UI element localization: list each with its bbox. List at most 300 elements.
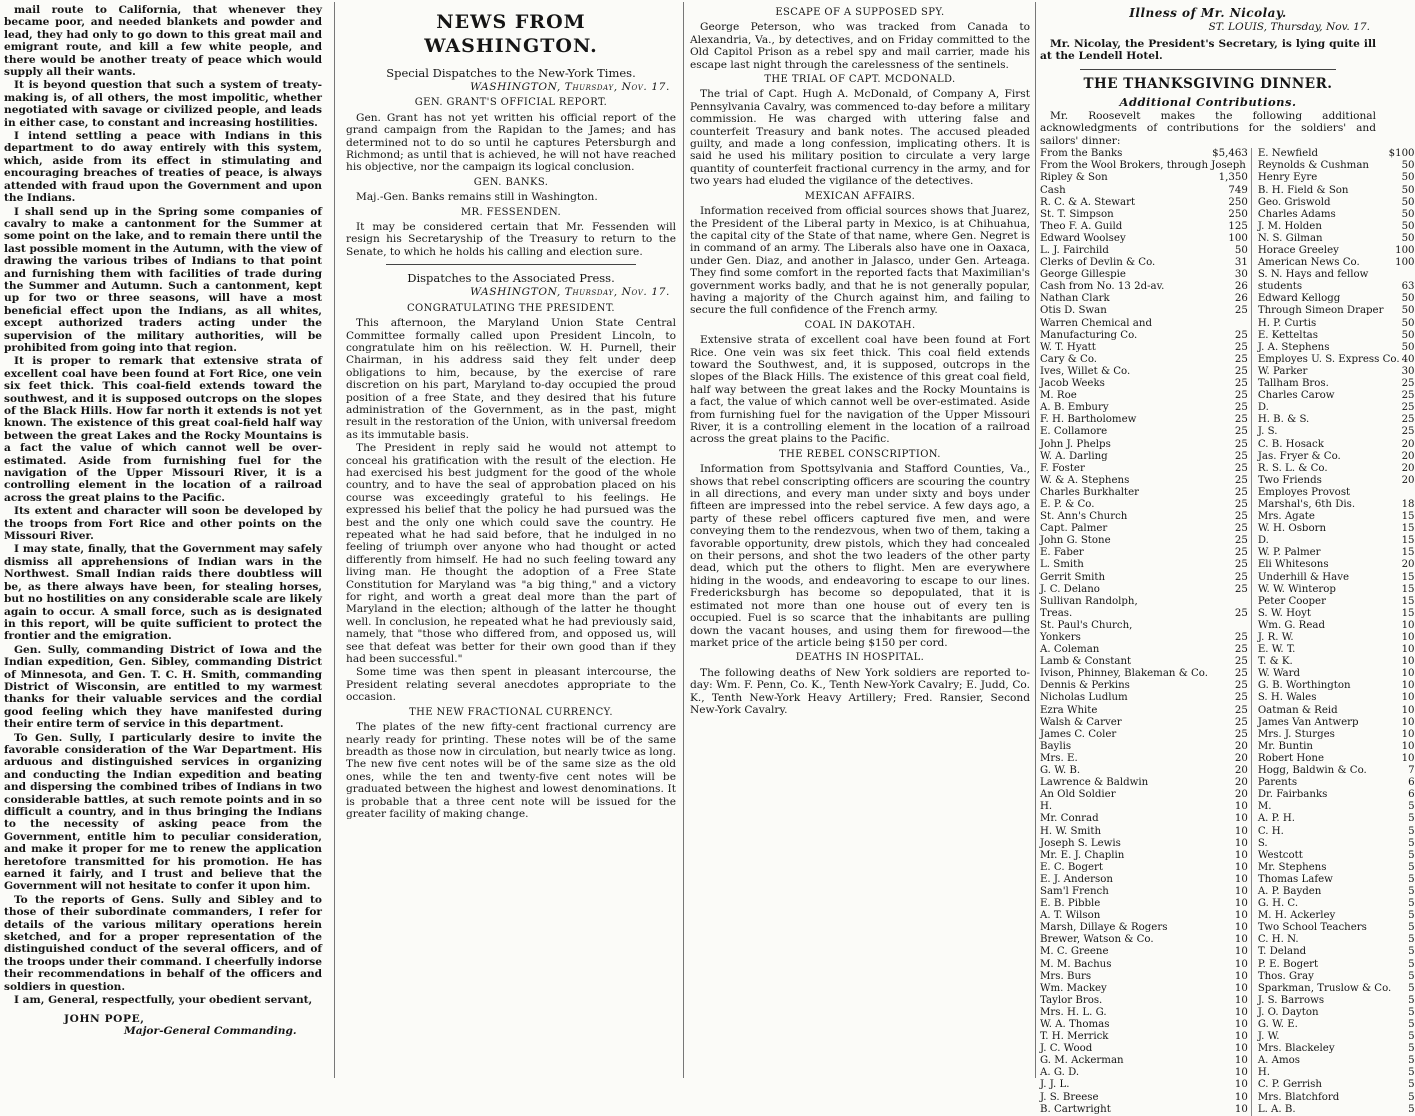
contribution-amount: 25: [1234, 426, 1248, 438]
contribution-entry: [1258, 305, 1415, 317]
contribution-amount: 5: [1408, 994, 1415, 1006]
contribution-entry: [1040, 813, 1248, 825]
pope-report-paragraph: I intend settling a peace with Indians in this department to do away entirely with this system, which, aside from its effect in stimulating and encouraging breaches of treaties of peace, is always attended with fraud upon the Government and upon the Indians.: [4, 130, 322, 205]
contribution-entry: [1040, 378, 1248, 390]
contribution-entry: [1040, 765, 1248, 777]
contributor-name: L. A. B.: [1257, 1103, 1296, 1115]
contribution-entry: [1040, 426, 1248, 438]
contribution-entry: [1258, 608, 1415, 620]
contribution-amount: 10: [1401, 740, 1415, 752]
contribution-entry: [1258, 197, 1415, 209]
contribution-entry: [1040, 233, 1248, 245]
contribution-amount: [1246, 596, 1248, 608]
contribution-entry: [1040, 257, 1248, 269]
contributor-name: L. J. Fairchild: [1040, 245, 1109, 256]
contributor-name: Sparkman, Truslow & Co.: [1257, 982, 1392, 994]
contribution-entry: [1258, 475, 1415, 487]
contributor-name: F. H. Bartholomew: [1040, 414, 1137, 426]
contributor-name: J. A. Stephens: [1257, 341, 1330, 353]
contribution-entry: [1040, 245, 1248, 257]
contributor-name: Ivison, Phinney, Blakeman & Co.: [1040, 668, 1208, 680]
contribution-entry: [1258, 378, 1415, 390]
contribution-amount: 10: [1234, 813, 1248, 825]
contribution-entry: [1258, 209, 1415, 221]
contributor-name: A. Coleman: [1040, 644, 1100, 656]
contribution-entry: [1258, 160, 1415, 172]
contribution-amount: 25: [1234, 390, 1248, 402]
contribution-amount: 10: [1234, 1067, 1248, 1079]
contributor-name: E. C. Bogert: [1040, 861, 1103, 873]
contribution-amount: 5: [1408, 1079, 1415, 1091]
contribution-entry: [1258, 1067, 1415, 1079]
contributor-name: E. B. Pibble: [1040, 898, 1101, 910]
contribution-entry: [1040, 318, 1248, 330]
contribution-entry: [1040, 305, 1248, 317]
contribution-amount: 10: [1401, 752, 1415, 764]
contribution-amount: 25: [1401, 378, 1415, 390]
contribution-entry: [1040, 342, 1248, 354]
contribution-amount: 5: [1408, 970, 1415, 982]
times-dispatch-line: Special Dispatches to the New-York Times.: [386, 66, 636, 80]
contributor-name: G. W. B.: [1040, 765, 1081, 777]
contribution-amount: 5: [1408, 1006, 1415, 1018]
contribution-entry: [1258, 656, 1415, 668]
contribution-entry: [1040, 209, 1248, 221]
contributor-name: W. Ward: [1257, 668, 1301, 680]
contribution-entry: [1258, 789, 1415, 801]
contribution-entry: [1258, 463, 1415, 475]
contribution-amount: 1,350: [1218, 172, 1248, 184]
article-nicolay-illness: Mr. Nicolay, the President's Secretary, is lying quite ill at the Lendell Hotel.: [1040, 37, 1376, 63]
column-pope-report: [4, 4, 322, 1076]
contribution-entry: [1040, 922, 1248, 934]
contribution-entry: [1258, 813, 1415, 825]
contributor-name: S. H. Wales: [1257, 692, 1317, 704]
contribution-amount: 10: [1234, 873, 1248, 885]
contribution-amount: 50: [1234, 245, 1248, 256]
contribution-amount: 10: [1401, 680, 1415, 692]
contributor-name: A. T. Wilson: [1040, 910, 1101, 922]
contribution-entry: [1040, 995, 1248, 1007]
contribution-entry: [1040, 148, 1248, 160]
contribution-amount: 25: [1234, 462, 1248, 474]
subhead-grant-report: GEN. GRANT'S OFFICIAL REPORT.: [414, 97, 608, 109]
contributor-name: R. C. & A. Stewart: [1040, 196, 1136, 208]
contribution-entry: [1258, 402, 1415, 414]
contribution-entry: [1258, 221, 1415, 233]
contribution-amount: 10: [1234, 849, 1248, 861]
contribution-amount: 10: [1234, 861, 1248, 873]
contribution-entry: [1258, 946, 1415, 958]
article-grant-report: Gen. Grant has not yet written his official report of the grand campaign from the Rapidan to the James; and has determined not to do so until he captures Petersburgh and Richmond; as until that is achieved, he will not have reached his objective, nor the campaign its logical conclusion.: [346, 111, 676, 174]
times-dateline: WASHINGTON, Thursday, Nov. 17.: [470, 81, 670, 93]
pope-report-paragraph: I may state, finally, that the Government may safely dismiss all apprehensions of Indian wars in the Northwest. Small Indian raids there doubtless will be, as there always have been, for stealing horses, but no hostilities on any considerable scale are likely again to occur. A small force, such as is designated in this report, will be quite sufficient to protect the frontier and the emigration.: [4, 543, 322, 643]
contribution-amount: 10: [1234, 837, 1248, 849]
contribution-entry: [1040, 717, 1248, 729]
contributor-name: G. M. Ackerman: [1040, 1055, 1124, 1067]
contribution-entry: [1258, 354, 1415, 366]
contribution-amount: 250: [1228, 208, 1248, 220]
contribution-amount: 50: [1401, 196, 1415, 208]
contribution-amount: 10: [1234, 958, 1248, 970]
contribution-entry: [1040, 971, 1248, 983]
contribution-entry: [1258, 584, 1415, 596]
contribution-entry: [1040, 1079, 1248, 1091]
contribution-amount: 5: [1408, 982, 1415, 994]
contributor-name: From the Wool Brokers, through Joseph: [1040, 160, 1246, 172]
contribution-amount: 26: [1234, 293, 1248, 305]
contribution-entry: [1258, 801, 1415, 813]
contribution-entry: [1258, 826, 1415, 838]
contribution-amount: 25: [1234, 341, 1248, 353]
contribution-amount: 25: [1234, 559, 1248, 571]
contributor-name: Joseph S. Lewis: [1040, 837, 1121, 849]
contributor-name: Nathan Clark: [1040, 293, 1110, 305]
contribution-amount: 15: [1401, 535, 1415, 547]
contribution-entry: [1258, 934, 1415, 946]
contribution-entry: [1258, 390, 1415, 402]
contribution-amount: 5: [1408, 813, 1415, 825]
contribution-amount: 25: [1234, 353, 1248, 365]
contributor-name: W. W. Winterop: [1257, 583, 1336, 595]
contribution-amount: 50: [1401, 184, 1415, 196]
contribution-entry: [1258, 185, 1415, 197]
contribution-amount: 5: [1408, 910, 1415, 922]
contribution-amount: 10: [1234, 801, 1248, 813]
contribution-amount: 10: [1401, 728, 1415, 740]
contributor-name: E. Faber: [1040, 547, 1084, 559]
contribution-amount: 40: [1401, 353, 1415, 365]
contributor-name: Mrs. Burs: [1040, 970, 1092, 982]
contribution-entry: [1258, 148, 1415, 160]
contribution-entry: [1258, 644, 1415, 656]
contributor-name: Theo F. A. Guild: [1040, 220, 1123, 232]
contribution-amount: 26: [1234, 281, 1248, 293]
contribution-amount: 25: [1234, 668, 1248, 680]
contributor-name: Employes U. S. Express Co.: [1257, 353, 1400, 365]
contribution-entry: [1258, 717, 1415, 729]
subhead-additional-contributions: Additional Contributions.: [1119, 94, 1297, 109]
contribution-entry: [1258, 1079, 1415, 1091]
contributor-name: Taylor Bros.: [1040, 994, 1103, 1006]
contributor-name: D.: [1257, 535, 1269, 547]
contribution-amount: 50: [1401, 293, 1415, 305]
contribution-entry: [1258, 547, 1415, 559]
contribution-entry: [1040, 644, 1248, 656]
contributor-name: Wm. G. Read: [1257, 619, 1325, 631]
contribution-amount: 25: [1234, 438, 1248, 450]
contribution-amount: 5: [1408, 849, 1415, 861]
contribution-entry: [1258, 245, 1415, 257]
contribution-entry: [1258, 535, 1415, 547]
contribution-amount: 25: [1234, 450, 1248, 462]
contribution-entry: [1258, 342, 1415, 354]
contribution-amount: 10: [1401, 704, 1415, 716]
contribution-entry: [1258, 572, 1415, 584]
contribution-entry: [1258, 668, 1415, 680]
contribution-entry: [1040, 777, 1248, 789]
contributor-name: C. P. Gerrish: [1257, 1079, 1322, 1091]
contribution-entry: [1258, 257, 1415, 269]
contribution-amount: 15: [1401, 511, 1415, 523]
contribution-amount: 10: [1234, 1006, 1248, 1018]
contribution-entry: [1258, 559, 1415, 571]
contribution-entry: [1258, 1043, 1415, 1055]
contribution-entry: [1258, 729, 1415, 741]
contributor-name: Reynolds & Cushman: [1257, 160, 1369, 172]
section-heading-news-from-washington: NEWS FROM WASHINGTON.: [424, 11, 598, 57]
contribution-entry: [1258, 414, 1415, 426]
signature-title: Major-General Commanding.: [124, 1024, 297, 1037]
contributor-name: Edward Kellogg: [1257, 293, 1341, 305]
contribution-entry: [1258, 596, 1415, 608]
contribution-amount: 25: [1234, 692, 1248, 704]
contributor-name: W. A. Darling: [1040, 450, 1108, 462]
contribution-amount: 50: [1401, 341, 1415, 353]
contributor-name: Mr. Buntin: [1257, 740, 1313, 752]
contribution-entry: [1040, 1092, 1248, 1104]
contribution-amount: 125: [1228, 220, 1248, 232]
article-deaths-hospital: The following deaths of New York soldiers are reported to-day: Wm. F. Penn, Co. K., Tenth New-York Cavalry; E. Judd, Co. K., Tenth New-York Heavy Artillery; Fred. Ransier, Second New-York Cavalry.: [690, 666, 1030, 716]
contributor-name: Mrs. Blatchford: [1257, 1091, 1340, 1103]
contribution-entry: [1258, 741, 1415, 753]
contribution-amount: 5: [1408, 1031, 1415, 1043]
contributor-name: G. W. E.: [1257, 1019, 1298, 1030]
contributor-name: Marsh, Dillaye & Rogers: [1040, 922, 1168, 934]
contribution-entry: [1258, 692, 1415, 704]
contribution-amount: 7: [1408, 765, 1415, 777]
contributor-name: E. Newfield: [1257, 148, 1318, 160]
contribution-amount: 5: [1408, 1091, 1415, 1103]
contributor-name: St. Ann's Church: [1040, 511, 1128, 523]
contribution-amount: 25: [1234, 728, 1248, 740]
contributor-name: St. Paul's Church,: [1040, 619, 1133, 631]
subhead-nicolay-illness: Illness of Mr. Nicolay.: [1129, 6, 1287, 20]
contribution-entry: [1258, 995, 1415, 1007]
contribution-amount: 10: [1401, 668, 1415, 680]
contributor-name: Jas. Fryer & Co.: [1257, 450, 1341, 462]
contributor-name: J. J. L.: [1040, 1079, 1070, 1091]
column-thanksgiving: [1040, 4, 1415, 1115]
subhead-deaths-hospital: DEATHS IN HOSPITAL.: [795, 652, 925, 664]
contribution-entry: [1040, 910, 1248, 922]
contribution-entry: [1258, 1019, 1415, 1031]
contributor-name: Walsh & Carver: [1040, 716, 1122, 728]
contributor-name: Oatman & Reid: [1257, 704, 1338, 716]
contribution-amount: 10: [1234, 910, 1248, 922]
contribution-entry: [1258, 330, 1415, 342]
contribution-amount: [1246, 318, 1248, 330]
contribution-amount: 25: [1234, 547, 1248, 559]
contribution-entry: [1040, 221, 1248, 233]
contributor-name: Warren Chemical and: [1040, 317, 1152, 329]
contribution-amount: 100: [1395, 245, 1415, 256]
contributor-name: J. S. Breese: [1040, 1091, 1099, 1103]
contribution-amount: 20: [1234, 777, 1248, 789]
contribution-entry: [1258, 680, 1415, 692]
contribution-amount: 10: [1234, 1019, 1248, 1030]
contributor-name: An Old Soldier: [1040, 789, 1116, 801]
contributor-name: H.: [1040, 801, 1053, 813]
contribution-entry: [1040, 293, 1248, 305]
contribution-amount: 100: [1395, 257, 1415, 269]
contribution-amount: 10: [1234, 1043, 1248, 1055]
contribution-amount: 30: [1401, 365, 1415, 377]
contributor-name: Charles Carow: [1257, 390, 1335, 402]
contribution-entry: [1258, 366, 1415, 378]
contributor-name: Clerks of Devlin & Co.: [1040, 257, 1156, 269]
contribution-entry: [1258, 523, 1415, 535]
contribution-entry: [1258, 1007, 1415, 1019]
column-rule: [334, 2, 335, 1078]
contribution-amount: 25: [1234, 571, 1248, 583]
contributor-name: Charles Adams: [1257, 208, 1336, 220]
contribution-entry: [1040, 753, 1248, 765]
contributor-name: Ives, Willet & Co.: [1040, 365, 1131, 377]
contribution-amount: 20: [1401, 462, 1415, 474]
contributor-name: Mrs. H. L. G.: [1040, 1006, 1107, 1018]
subhead-banks: GEN. BANKS.: [473, 176, 549, 188]
contribution-entry: [1040, 499, 1248, 511]
subhead-trial-mcdonald: THE TRIAL OF CAPT. MCDONALD.: [764, 74, 956, 86]
contribution-entry: [1258, 777, 1415, 789]
article-congratulating-p3: Some time was then spent in pleasant intercourse, the President relating several anecdotes appropriate to the occasion.: [346, 666, 676, 704]
contribution-amount: 15: [1401, 571, 1415, 583]
contribution-entry: [1258, 293, 1415, 305]
contribution-entry: [1258, 451, 1415, 463]
contribution-amount: 20: [1234, 752, 1248, 764]
contribution-entry: [1258, 705, 1415, 717]
contribution-amount: 20: [1234, 765, 1248, 777]
contribution-entry: [1040, 269, 1248, 281]
contributor-name: G. H. C.: [1257, 898, 1299, 910]
ap-dateline: WASHINGTON, Thursday, Nov. 17.: [470, 286, 670, 299]
contribution-entry: [1040, 729, 1248, 741]
contribution-amount: 10: [1234, 1055, 1248, 1067]
contribution-amount: 100: [1228, 232, 1248, 244]
contribution-entry: [1040, 934, 1248, 946]
contribution-amount: 50: [1401, 220, 1415, 232]
contribution-entry: [1040, 632, 1248, 644]
contribution-entry: [1040, 451, 1248, 463]
contributor-name: Thos. Gray: [1257, 970, 1314, 982]
section-divider: [1080, 69, 1336, 70]
contributor-name: C. H. N.: [1257, 934, 1299, 946]
contributor-name: Gerrit Smith: [1040, 571, 1106, 583]
contribution-entry: [1258, 862, 1415, 874]
contribution-amount: 10: [1401, 692, 1415, 704]
contributor-name: George Gillespie: [1040, 269, 1126, 281]
article-fessenden: It may be considered certain that Mr. Fessenden will resign his Secretaryship of the Treasury to return to the Senate, to which he holds his calling and election sure.: [346, 221, 676, 258]
contributor-name: Thomas Lafew: [1257, 873, 1333, 885]
contribution-amount: 5: [1408, 958, 1415, 970]
contributor-name: Geo. Griswold: [1257, 196, 1331, 208]
contributor-name: Cary & Co.: [1040, 353, 1098, 365]
contributor-name: Mrs. Blackeley: [1257, 1043, 1335, 1055]
contributor-name: W. Parker: [1257, 365, 1308, 377]
contributor-name: Lawrence & Baldwin: [1040, 777, 1149, 789]
contribution-entry: [1258, 765, 1415, 777]
contributor-name: N. S. Gilman: [1257, 232, 1323, 244]
contribution-amount: 25: [1234, 523, 1248, 535]
contribution-entry: [1040, 559, 1248, 571]
contribution-amount: 5: [1408, 1067, 1415, 1079]
contribution-entry: [1258, 971, 1415, 983]
contribution-amount: 10: [1234, 1079, 1248, 1091]
contribution-amount: 25: [1401, 390, 1415, 402]
contribution-amount: 6: [1408, 777, 1415, 789]
contributor-name: Mr. Stephens: [1257, 861, 1327, 873]
pope-report-paragraph: Gen. Sully, commanding District of Iowa and the Indian expedition, Gen. Sibley, commanding District of Minnesota, and Gen. T. C. H. Smith, commanding District of Wisconsin, are entitled to my warmest thanks for their valuable services and the cordial good feeling which they have manifested during their entire term of service in this department.: [4, 643, 322, 731]
contribution-entry: [1040, 366, 1248, 378]
contributor-name: E. W. T.: [1257, 644, 1296, 656]
contribution-amount: 25: [1234, 680, 1248, 692]
contribution-amount: 10: [1234, 922, 1248, 934]
contributor-name: Tallham Bros.: [1257, 378, 1329, 390]
contributor-name: John J. Phelps: [1040, 438, 1111, 450]
contribution-entry: [1040, 620, 1248, 632]
contribution-amount: 6: [1408, 789, 1415, 801]
column-rule: [683, 2, 684, 1078]
contributor-name: E. Collamore: [1040, 426, 1108, 438]
contributor-name: W. & A. Stephens: [1040, 474, 1130, 486]
contribution-amount: 20: [1234, 740, 1248, 752]
contributor-name: H.: [1257, 1067, 1270, 1079]
contributor-name: Underhill & Have: [1257, 571, 1350, 583]
pope-report-paragraph: Its extent and character will soon be developed by the troops from Fort Rice and other points on the Missouri River.: [4, 505, 322, 543]
contributor-name: Mrs. J. Sturges: [1257, 728, 1335, 740]
contribution-entry: [1040, 1019, 1248, 1031]
contribution-amount: 10: [1234, 994, 1248, 1006]
contributor-name: Lamb & Constant: [1040, 656, 1132, 668]
contributor-name: W. P. Palmer: [1257, 547, 1321, 559]
contribution-entry: [1040, 608, 1248, 620]
contribution-entry: [1040, 596, 1248, 608]
contribution-amount: 5: [1408, 946, 1415, 958]
contributor-name: E. Ketteltas: [1257, 329, 1318, 341]
contribution-entry: [1258, 1055, 1415, 1067]
contribution-entry: [1258, 886, 1415, 898]
contribution-entry: [1258, 233, 1415, 245]
contributor-name: James Van Antwerp: [1257, 716, 1359, 728]
contribution-entry: [1258, 426, 1415, 438]
contribution-entry: [1040, 656, 1248, 668]
section-heading-thanksgiving-dinner: THE THANKSGIVING DINNER.: [1083, 75, 1333, 92]
contributor-name: B. Cartwright: [1040, 1103, 1111, 1115]
contribution-entry: [1040, 354, 1248, 366]
subhead-mexican-affairs: MEXICAN AFFAIRS.: [804, 190, 916, 202]
contributor-name: Sullivan Randolph,: [1040, 595, 1138, 607]
contribution-amount: 25: [1234, 704, 1248, 716]
contributor-name: W. A. Thomas: [1040, 1019, 1110, 1030]
contributor-name: D.: [1257, 402, 1269, 414]
contributor-name: A. B. Embury: [1040, 402, 1109, 414]
contribution-amount: 5: [1408, 837, 1415, 849]
contributor-name: W. T. Hyatt: [1040, 341, 1096, 353]
contribution-amount: [1246, 620, 1248, 632]
contribution-entry: [1040, 838, 1248, 850]
contributor-name: M.: [1257, 801, 1272, 813]
contribution-entry: [1040, 850, 1248, 862]
contribution-entry: [1040, 475, 1248, 487]
contribution-entry: [1040, 547, 1248, 559]
contribution-amount: 25: [1234, 305, 1248, 317]
contribution-amount: 63: [1401, 281, 1415, 293]
contribution-amount: $100: [1388, 148, 1415, 160]
contribution-amount: 20: [1401, 438, 1415, 450]
contribution-amount: 749: [1228, 184, 1248, 196]
contribution-entry: [1040, 801, 1248, 813]
